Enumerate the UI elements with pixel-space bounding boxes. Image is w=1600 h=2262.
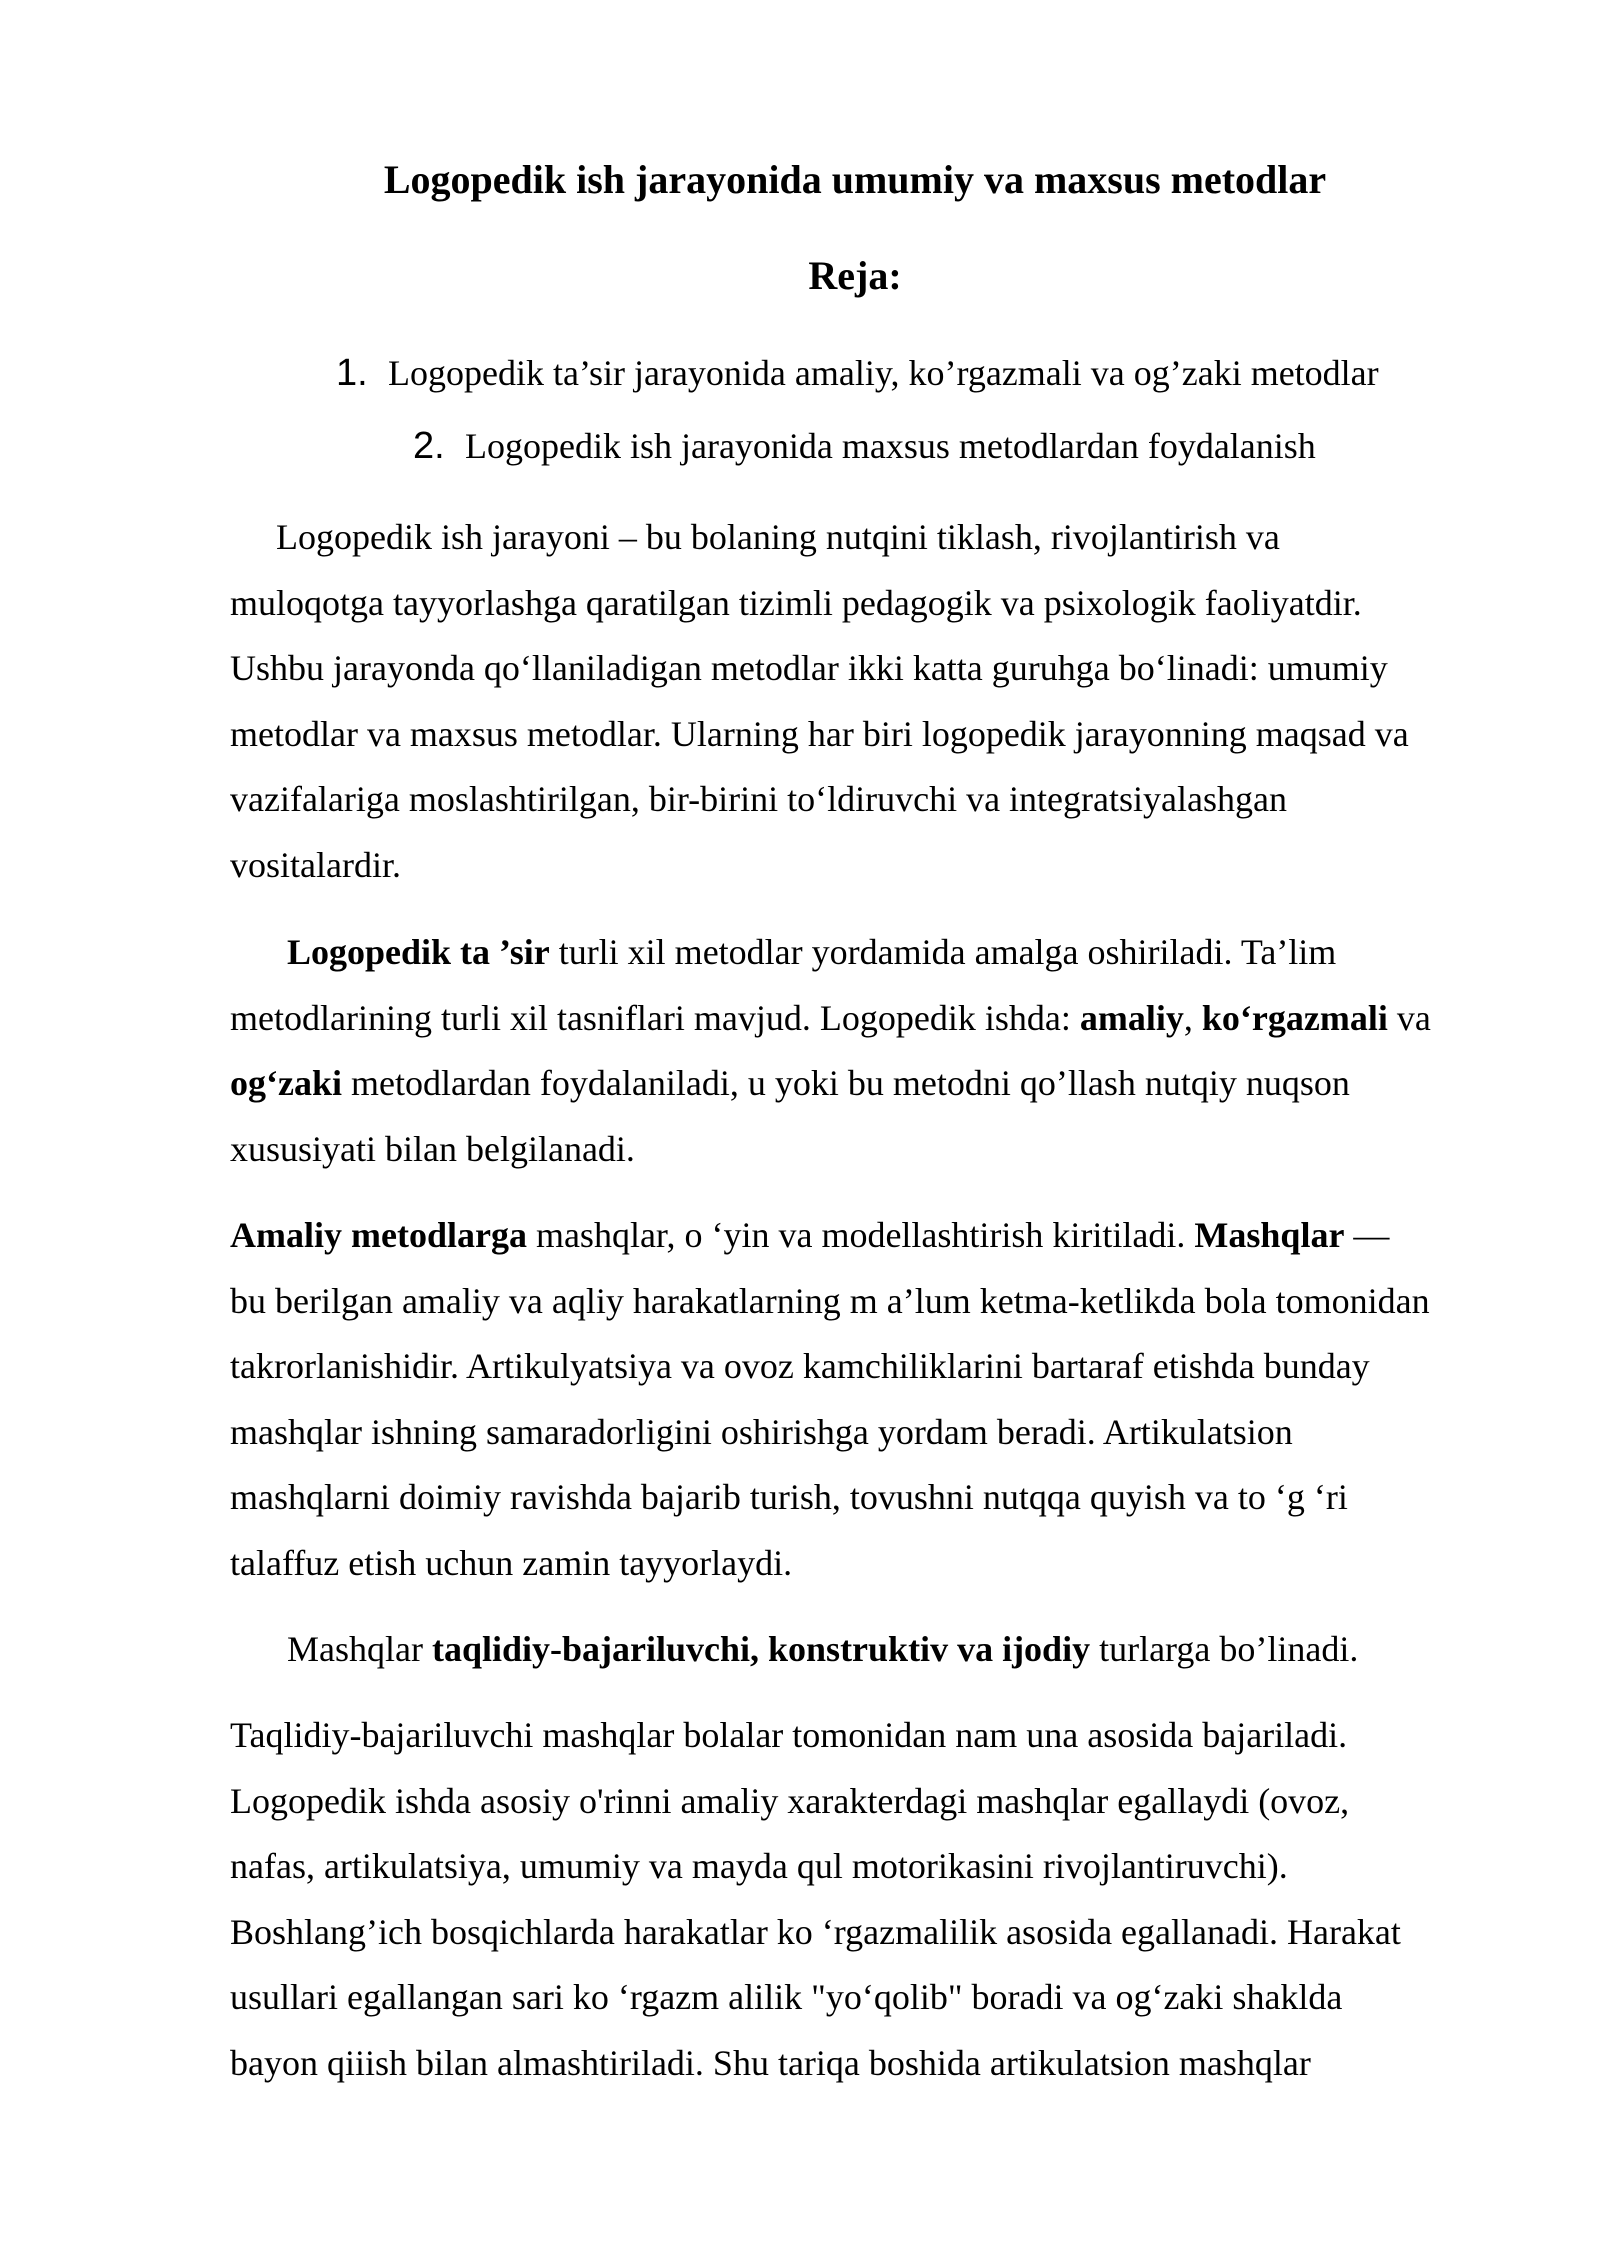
text-span: , — [1183, 997, 1202, 1038]
text-line — [230, 1617, 1530, 1683]
plan-item-number: 2. — [413, 425, 445, 467]
text-line: takrorlanishidir. Artikulyatsiya va ovoz kamchiliklarini bartaraf etishda bunday — [230, 1346, 1370, 1386]
plan-item-number: 1. — [336, 352, 368, 394]
text-line: vazifalariga moslashtirilgan, bir-birini to‘ldiruvchi va integratsiyalashgan — [230, 779, 1287, 819]
bold-term: amaliy — [1079, 997, 1184, 1038]
text-line: vositalardir. — [230, 844, 401, 885]
text-span: metodlarining turli xil tasniflari mavjud. Logopedik ishda: — [230, 997, 1080, 1038]
text-span: metodlardan foydalaniladi, u yoki bu metodni qo’llash nutqiy nuqson — [342, 1063, 1350, 1103]
text-line: muloqotga tayyorlashga qaratilgan tizimli pedagogik va psixologik faoliyatdir. — [230, 582, 1362, 623]
paragraph-imitative-exercises — [230, 1703, 1530, 2096]
text-line: mashqlarni doimiy ravishda bajarib turish, tovushni nutqqa quyish va to ‘g ‘ri — [230, 1477, 1348, 1517]
bold-term: Logopedik ta ’sir — [287, 932, 550, 972]
text-span: Mashqlar — [287, 1629, 432, 1669]
paragraph-practical-methods — [230, 1203, 1530, 1596]
text-line: Ushbu jarayonda qo‘llaniladigan metodlar ikki katta guruhga bo‘linadi: umumiy — [230, 648, 1388, 688]
paragraph-intro — [230, 505, 1530, 898]
text-line: usullari egallangan sari ko ‘rgazm alilik "yo‘qolib" boradi va og‘zaki shaklda — [230, 1977, 1343, 2017]
text-line: bu berilgan amaliy va aqliy harakatlarning m a’lum ketma-ketlikda bola tomonidan — [230, 1280, 1430, 1321]
text-line: bayon qiiish bilan almashtiriladi. Shu tariqa boshida artikulatsion mashqlar — [230, 2042, 1311, 2083]
text-line: Taqlidiy-bajariluvchi mashqlar bolalar tomonidan nam una asosida bajariladi. — [230, 1715, 1348, 1755]
paragraph-logopedic-influence — [230, 920, 1530, 1182]
text-span: turlarga bo’linadi. — [1090, 1629, 1359, 1669]
bold-term: Amaliy metodlarga — [230, 1215, 527, 1255]
plan-item-text: Logopedik ta’sir jarayonida amaliy, ko’rgazmali va og’zaki metodlar — [388, 353, 1379, 393]
text-span: mashqlar, o ‘yin va modellashtirish kiritiladi. — [526, 1215, 1195, 1255]
text-line: Logopedik ishda asosiy o'rinni amaliy xarakterdagi mashqlar egallaydi (ovoz, — [230, 1780, 1350, 1821]
bold-term: og‘zaki — [230, 1063, 342, 1103]
text-line: talaffuz etish uchun zamin tayyorlaydi. — [230, 1542, 793, 1583]
bold-term: ko‘rgazmali — [1201, 997, 1388, 1038]
text-span: va — [1387, 997, 1431, 1038]
plan-heading: Reja: — [808, 253, 902, 298]
bold-term: taqlidiy-bajariluvchi, konstruktiv va ijodiy — [431, 1629, 1091, 1669]
paragraph-exercise-types — [230, 1617, 1530, 1683]
text-line — [230, 1203, 1530, 1269]
text-line: Boshlang’ich bosqichlarda harakatlar ko ‘rgazmalilik asosida egallanadi. Harakat — [230, 1911, 1401, 1952]
plan-item — [413, 421, 1316, 471]
text-line: xususiyati bilan belgilanadi. — [230, 1128, 635, 1169]
plan-item-text: Logopedik ish jarayonida maxsus metodlardan foydalanish — [465, 426, 1316, 466]
text-span: turli xil metodlar yordamida amalga oshiriladi. Ta’lim — [549, 932, 1337, 972]
text-line: mashqlar ishning samaradorligini oshirishga yordam beradi. Artikulatsion — [230, 1411, 1293, 1452]
text-line — [230, 986, 1530, 1052]
text-line: nafas, artikulatsiya, umumiy va mayda qul motorikasini rivojlantiruvchi). — [230, 1846, 1288, 1886]
text-line: metodlar va maxsus metodlar. Ularning har biri logopedik jarayonning maqsad va — [230, 713, 1409, 754]
text-line — [230, 920, 1530, 986]
text-span: — — [1344, 1215, 1390, 1255]
document-title: Logopedik ish jarayonida umumiy va maxsus metodlar — [383, 157, 1327, 202]
text-line — [230, 1051, 1530, 1117]
plan-item — [336, 348, 1379, 398]
bold-term: Mashqlar — [1194, 1215, 1345, 1255]
text-line: Logopedik ish jarayoni – bu bolaning nutqini tiklash, rivojlantirish va — [276, 517, 1280, 557]
